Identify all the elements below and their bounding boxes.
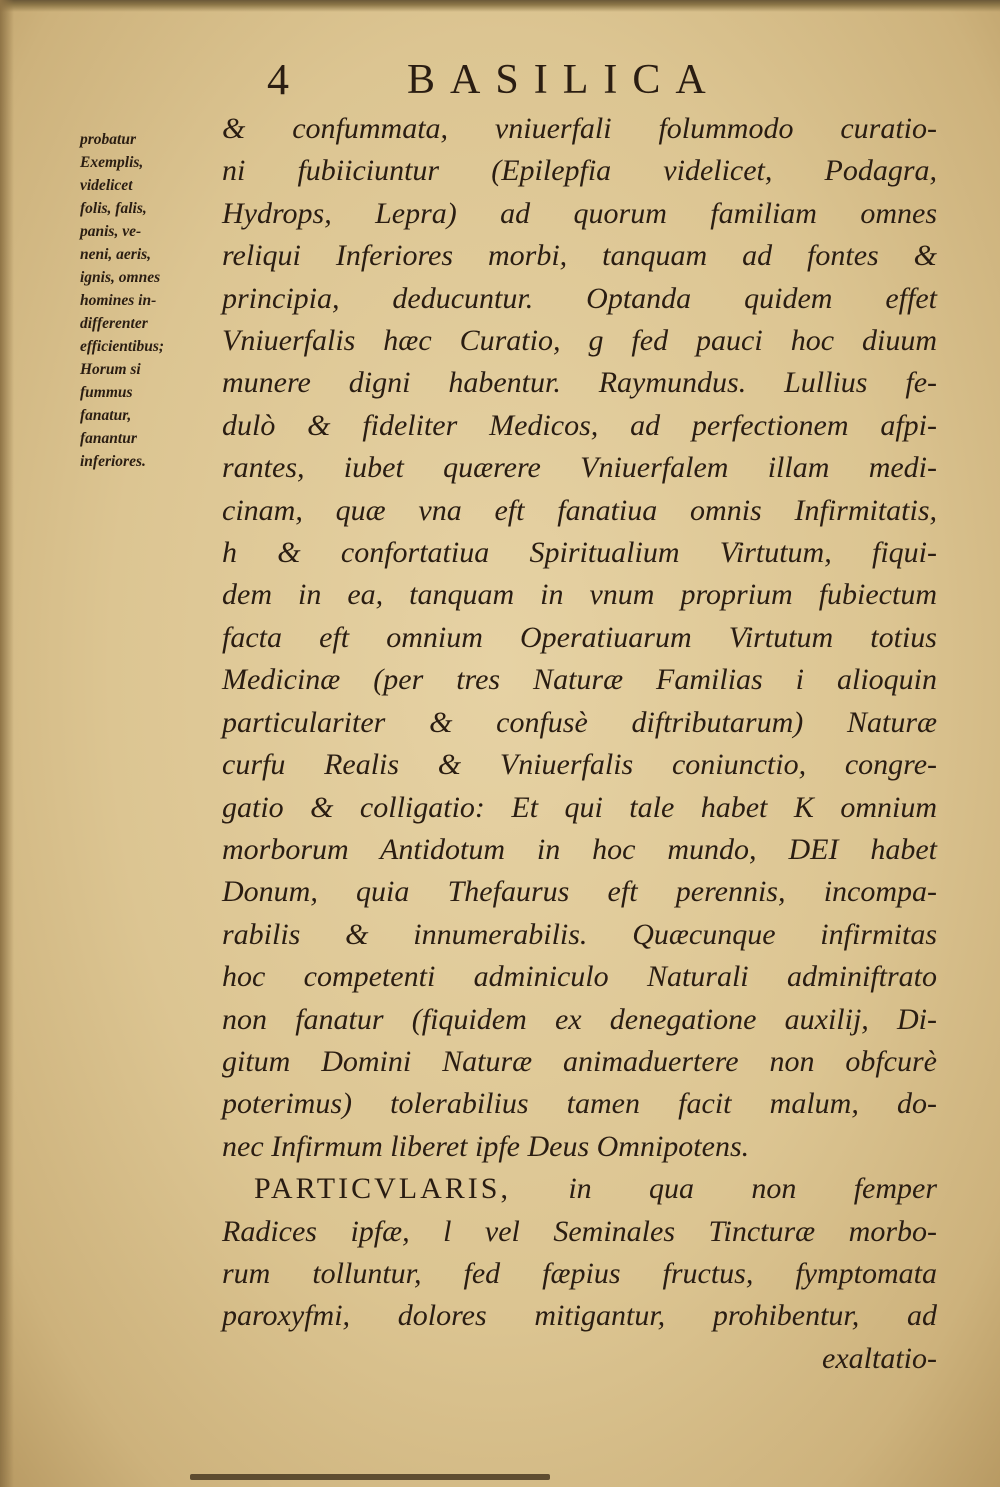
- paragraph-opening-line: [222, 1168, 937, 1210]
- margin-note-line: ignis, omnes: [80, 269, 161, 286]
- paragraph-lead-word: PARTICVLARIS,: [254, 1172, 511, 1206]
- text-line: rum tolluntur, fed fæpius fructus, fymptomata: [222, 1256, 937, 1290]
- margin-note-line: homines in-: [80, 292, 157, 309]
- text-line: gitum Domini Naturæ animaduertere non obfcurè: [222, 1044, 937, 1078]
- margin-note-line: efficientibus;: [80, 338, 165, 355]
- margin-note-line: Horum si: [80, 361, 141, 378]
- text-line: non fanatur (fiquidem ex denegatione auxilij, Di-: [222, 1002, 937, 1036]
- text-line: paroxyfmi, dolores mitigantur, prohibentur, ad: [222, 1299, 937, 1333]
- text-line: particulariter & confusè diftributarum) Naturæ: [222, 705, 937, 739]
- text-line: nec Infirmum liberet ipfe Deus Omnipotens.: [222, 1129, 750, 1163]
- text-line: Radices ipfæ, l vel Seminales Tincturæ morbo-: [222, 1214, 937, 1248]
- text-line: cinam, quæ vna eft fanatiua omnis Infirmitatis,: [222, 493, 937, 527]
- text-line: Hydrops, Lepra) ad quorum familiam omnes: [222, 196, 937, 230]
- text-line: munere digni habentur. Raymundus. Lullius fe-: [222, 366, 937, 400]
- bottom-edge-mark: [190, 1474, 550, 1480]
- text-line: principia, deducuntur. Optanda quidem effet: [222, 281, 937, 315]
- text-line: rantes, iubet quærere Vniuerfalem illam medi-: [222, 451, 937, 485]
- paragraph-opening-rest: in qua non femper: [568, 1172, 938, 1206]
- catchword: exaltatio-: [822, 1341, 937, 1375]
- margin-note-line: panis, ve-: [80, 223, 142, 240]
- text-line: Medicinæ (per tres Naturæ Familias i alioquin: [222, 663, 937, 697]
- text-line: hoc competenti adminiculo Naturali adminiftrato: [222, 960, 937, 994]
- margin-note-line: fanatur,: [80, 407, 132, 424]
- text-line: facta eft omnium Operatiuarum Virtutum totius: [222, 620, 937, 654]
- text-line: Vniuerfalis hæc Curatio, g fed pauci hoc diuum: [222, 324, 937, 358]
- text-line: morborum Antidotum in hoc mundo, DEI habet: [222, 832, 937, 866]
- margin-note-line: inferiores.: [80, 453, 146, 470]
- page-number: 4: [267, 55, 289, 104]
- text-line: dem in ea, tanquam in vnum proprium fubiectum: [222, 578, 937, 612]
- top-edge-shadow: [0, 0, 1000, 12]
- margin-note-line: differenter: [80, 315, 148, 332]
- text-line: reliqui Inferiores morbi, tanquam ad fontes &: [222, 239, 937, 273]
- text-line: h & confortatiua Spiritualium Virtutum, fiqui-: [222, 536, 937, 570]
- margin-notes: [80, 128, 230, 473]
- margin-note-line: Exemplis,: [80, 154, 144, 171]
- running-head: [255, 55, 775, 105]
- text-line: dulò & fideliter Medicos, ad perfectionem afpi-: [222, 408, 937, 442]
- margin-note-line: neni, aeris,: [80, 246, 152, 263]
- margin-note-line: fanantur: [80, 430, 137, 447]
- gutter-shadow: [0, 0, 14, 1487]
- running-title: BASILICA: [407, 57, 721, 103]
- text-line: poterimus) tolerabilius tamen facit malum, do-: [222, 1087, 937, 1121]
- margin-note-line: folis, falis,: [80, 200, 147, 217]
- text-line: rabilis & innumerabilis. Quæcunque infirmitas: [222, 917, 937, 951]
- margin-note-line: videlicet: [80, 177, 133, 194]
- text-line: ni fubiiciuntur (Epilepfia videlicet, Podagra,: [222, 154, 937, 188]
- text-line: curfu Realis & Vniuerfalis coniunctio, congre-: [222, 748, 937, 782]
- margin-note-line: fummus: [80, 384, 133, 401]
- main-text-block: [222, 108, 937, 1380]
- text-line: Donum, quia Thefaurus eft perennis, incompa-: [222, 875, 937, 909]
- margin-note-line: probatur: [80, 131, 136, 148]
- text-line: & confummata, vniuerfali folummodo curatio-: [222, 112, 937, 145]
- text-line: gatio & colligatio: Et qui tale habet K omnium: [222, 790, 937, 824]
